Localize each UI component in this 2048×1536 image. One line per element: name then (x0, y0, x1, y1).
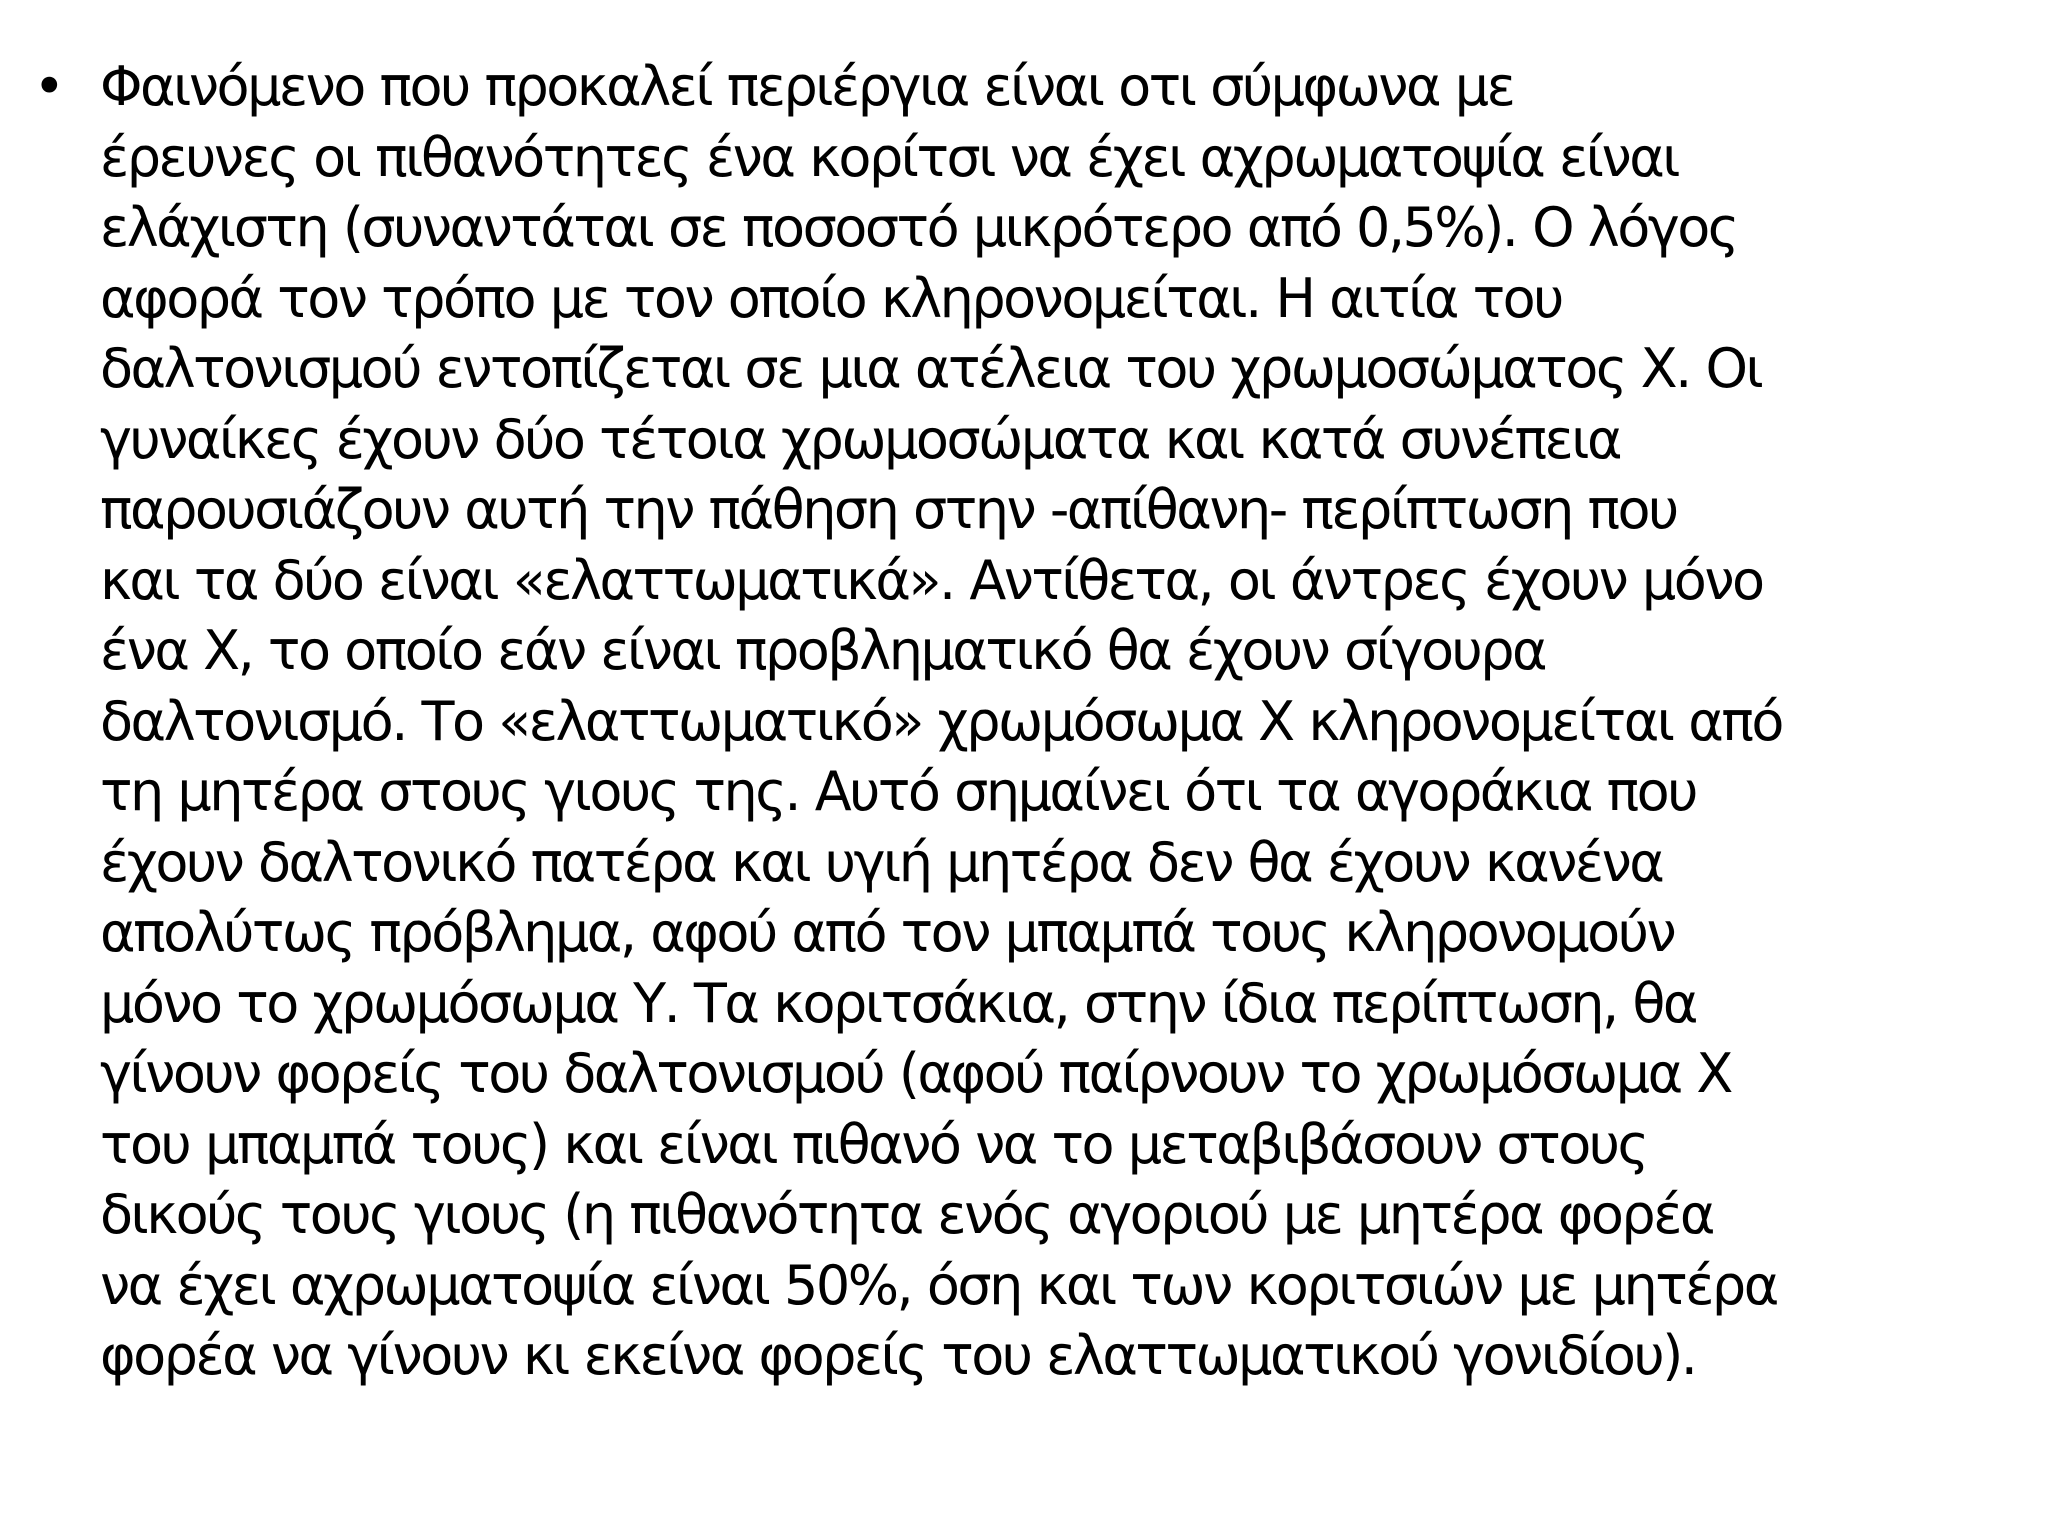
text-line: μόνο το χρωμόσωμα Υ. Τα κοριτσάκια, στην ίδια περίπτωση, θα (100, 971, 1696, 1035)
text-line: έρευνες οι πιθανότητες ένα κορίτσι να έχει αχρωματοψία είναι (100, 125, 1679, 189)
text-line: δικούς τους γιους (η πιθανότητα ενός αγοριού με μητέρα φορέα (100, 1183, 1713, 1246)
text-line: να έχει αχρωματοψία είναι 50%, όση και των κοριτσιών με μητέρα (100, 1253, 1777, 1317)
text-line: του μπαμπά τους) και είναι πιθανό να το μεταβιβάσουν στους (100, 1112, 1647, 1176)
text-line: γίνουν φορείς του δαλτονισμού (αφού παίρνουν το χρωμόσωμα Χ (100, 1042, 1731, 1105)
text-line: φορέα να γίνουν κι εκείνα φορείς του ελαττωματικού γονιδίου). (100, 1324, 1696, 1387)
bullet-icon: • (33, 55, 63, 118)
text-line: δαλτονισμό. Το «ελαττωματικό» χρωμόσωμα Χ κληρονομείται από (100, 689, 1782, 753)
text-line: ελάχιστη (συναντάται σε ποσοστό μικρότερο από 0,5%). Ο λόγος (100, 196, 1737, 259)
text-line: Φαινόμενο που προκαλεί περιέργια είναι οτι σύμφωνα με (100, 55, 1514, 118)
text-line: δαλτονισμού εντοπίζεται σε μια ατέλεια του χρωμοσώματος Χ. Οι (100, 337, 1762, 400)
bullet-list (28, 52, 2028, 1392)
text-line: αφορά τον τρόπο με τον οποίο κληρονομείται. Η αιτία του (100, 266, 1562, 330)
text-line: ένα Χ, το οποίο εάν είναι προβληματικό θα έχουν σίγουρα (100, 619, 1546, 682)
text-line: και τα δύο είναι «ελαττωματικά». Αντίθετα, οι άντρες έχουν μόνο (100, 548, 1763, 612)
text-line: έχουν δαλτονικό πατέρα και υγιή μητέρα δεν θα έχουν κανένα (100, 830, 1663, 894)
text-line: απολύτως πρόβλημα, αφού από τον μπαμπά τους κληρονομούν (100, 901, 1675, 964)
text-line: γυναίκες έχουν δύο τέτοια χρωμοσώματα και κατά συνέπεια (100, 407, 1621, 471)
bullet-item (28, 52, 2028, 1392)
text-line: παρουσιάζουν αυτή την πάθηση στην -απίθανη- περίπτωση που (100, 478, 1677, 541)
text-line: τη μητέρα στους γιους της. Αυτό σημαίνει ότι τα αγοράκια που (100, 760, 1696, 823)
